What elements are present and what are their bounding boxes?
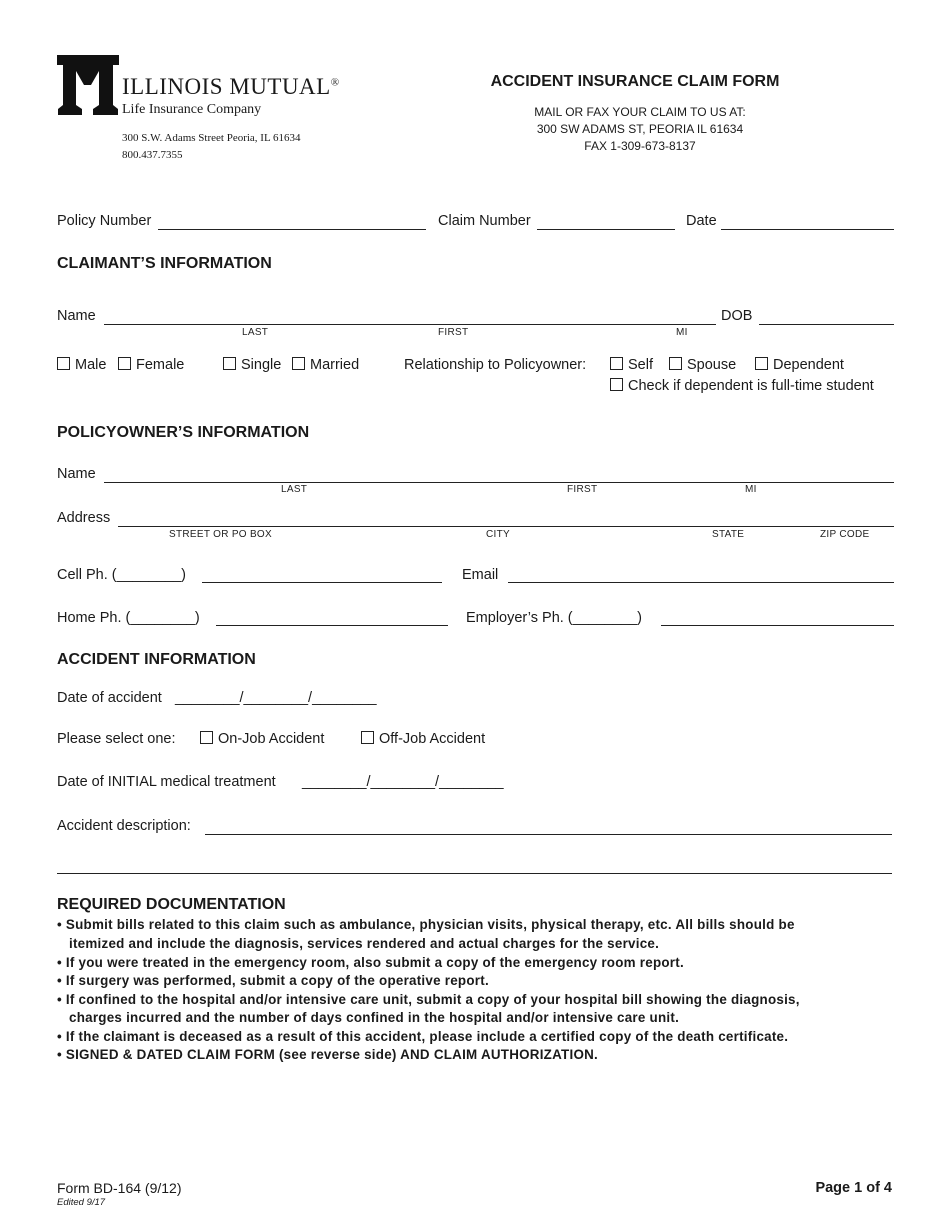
policyowner-name-label: Name (57, 466, 96, 482)
policyowner-name-field[interactable] (104, 482, 894, 483)
single-label: Single (241, 357, 282, 373)
company-tagline: Life Insurance Company (122, 102, 262, 117)
select-one-label: Please select one: (57, 731, 176, 747)
married-option[interactable] (292, 357, 359, 373)
policyowner-mi-caption: MI (745, 484, 757, 495)
home-phone-label: Home Ph. (________) (57, 610, 200, 626)
self-label: Self (628, 357, 653, 373)
single-option[interactable] (223, 357, 281, 373)
address-field[interactable] (118, 526, 894, 527)
off-job-option[interactable] (361, 731, 485, 747)
edited-date: Edited 9/17 (57, 1197, 106, 1208)
male-label: Male (75, 357, 107, 373)
claimant-name-label: Name (57, 308, 96, 324)
company-name (122, 74, 340, 100)
female-label: Female (136, 357, 185, 373)
required-bullet-6: • SIGNED & DATED CLAIM FORM (see reverse side) AND CLAIM AUTHORIZATION. (57, 1047, 598, 1062)
policyowner-last-caption: LAST (281, 484, 308, 495)
description-label: Accident description: (57, 818, 191, 834)
fax-number: FAX 1-309-673-8137 (584, 139, 696, 153)
employer-phone-label: Employer’s Ph. (________) (466, 610, 642, 626)
claimant-heading: CLAIMANT’S INFORMATION (57, 255, 272, 272)
required-bullet-3: • If surgery was performed, submit a copy of the operative report. (57, 973, 489, 988)
cell-phone-label: Cell Ph. (________) (57, 567, 186, 583)
required-bullet-4b: charges incurred and the number of days confined in the hospital and/or intensive care unit. (69, 1010, 680, 1025)
off-job-checkbox[interactable] (361, 731, 374, 744)
claimant-last-caption: LAST (242, 327, 269, 338)
policy-number-field[interactable] (158, 229, 426, 230)
required-bullet-1b: itemized and include the diagnosis, services rendered and actual charges for the service. (69, 936, 660, 951)
form-title: ACCIDENT INSURANCE CLAIM FORM (490, 73, 780, 90)
self-checkbox[interactable] (610, 357, 623, 370)
mail-instructions-line1: MAIL OR FAX YOUR CLAIM TO US AT: (534, 105, 746, 119)
policyowner-first-caption: FIRST (567, 484, 598, 495)
student-label: Check if dependent is full-time student (628, 378, 874, 394)
required-bullet-1a: • Submit bills related to this claim such as ambulance, physician visits, physical therapy, etc. All bills should be (57, 917, 795, 932)
on-job-checkbox[interactable] (200, 731, 213, 744)
page-number: Page 1 of 4 (815, 1180, 892, 1196)
accident-heading: ACCIDENT INFORMATION (57, 651, 256, 668)
claim-number-field[interactable] (537, 229, 675, 230)
required-bullet-4a: • If confined to the hospital and/or intensive care unit, submit a copy of your hospital bill showing the diagnosis, (57, 992, 800, 1007)
claimant-first-caption: FIRST (438, 327, 469, 338)
date-label: Date (686, 213, 717, 229)
required-bullet-5: • If the claimant is deceased as a result of this accident, please include a certified copy of the death certificate. (57, 1029, 789, 1044)
zip-caption: ZIP CODE (820, 529, 870, 540)
home-phone-field[interactable] (216, 625, 448, 626)
married-label: Married (310, 357, 360, 373)
on-job-label: On-Job Accident (218, 731, 325, 747)
date-of-accident-field[interactable]: ________/________/________ (175, 690, 377, 706)
self-option[interactable] (610, 357, 653, 373)
company-address: 300 S.W. Adams Street Peoria, IL 61634 (122, 132, 301, 144)
mail-instructions-line2: 300 SW ADAMS ST, PEORIA IL 61634 (536, 122, 744, 136)
male-checkbox[interactable] (57, 357, 70, 370)
form-id: Form BD-164 (9/12) (57, 1180, 182, 1196)
initial-treatment-label: Date of INITIAL medical treatment (57, 774, 276, 790)
date-field[interactable] (721, 229, 894, 230)
policyowner-heading: POLICYOWNER’S INFORMATION (57, 424, 310, 441)
date-of-accident-label: Date of accident (57, 690, 162, 706)
street-caption: STREET OR PO BOX (169, 529, 272, 540)
cell-phone-field[interactable] (202, 582, 442, 583)
claimant-mi-caption: MI (676, 327, 688, 338)
claimant-name-field[interactable] (104, 324, 716, 325)
claimant-dob-label: DOB (721, 308, 753, 324)
spouse-option[interactable] (669, 357, 736, 373)
student-option[interactable] (610, 378, 874, 394)
company-logo (55, 55, 121, 115)
description-field-line2[interactable] (57, 873, 892, 874)
illinois-mutual-logo-icon (55, 55, 121, 115)
relationship-label: Relationship to Policyowner: (404, 357, 587, 373)
email-field[interactable] (508, 582, 894, 583)
registered-mark: ® (330, 76, 340, 89)
email-label: Email (462, 567, 499, 583)
female-checkbox[interactable] (118, 357, 131, 370)
single-checkbox[interactable] (223, 357, 236, 370)
required-bullet-2: • If you were treated in the emergency room, also submit a copy of the emergency room report. (57, 955, 684, 970)
off-job-label: Off-Job Accident (379, 731, 486, 747)
male-option[interactable] (57, 357, 106, 373)
married-checkbox[interactable] (292, 357, 305, 370)
student-checkbox[interactable] (610, 378, 623, 391)
dependent-label: Dependent (773, 357, 844, 373)
company-name-text: ILLINOIS MUTUAL (122, 74, 331, 99)
female-option[interactable] (118, 357, 184, 373)
spouse-label: Spouse (687, 357, 737, 373)
dependent-option[interactable] (755, 357, 844, 373)
on-job-option[interactable] (200, 731, 324, 747)
dependent-checkbox[interactable] (755, 357, 768, 370)
state-caption: STATE (712, 529, 745, 540)
spouse-checkbox[interactable] (669, 357, 682, 370)
claim-number-label: Claim Number (438, 213, 531, 229)
required-docs-heading: REQUIRED DOCUMENTATION (57, 896, 286, 913)
city-caption: CITY (486, 529, 510, 540)
initial-treatment-field[interactable]: ________/________/________ (302, 774, 504, 790)
description-field-line1[interactable] (205, 834, 892, 835)
claimant-dob-field[interactable] (759, 324, 894, 325)
address-label: Address (57, 510, 111, 526)
company-phone: 800.437.7355 (122, 149, 183, 161)
employer-phone-field[interactable] (661, 625, 894, 626)
policy-number-label: Policy Number (57, 213, 152, 229)
